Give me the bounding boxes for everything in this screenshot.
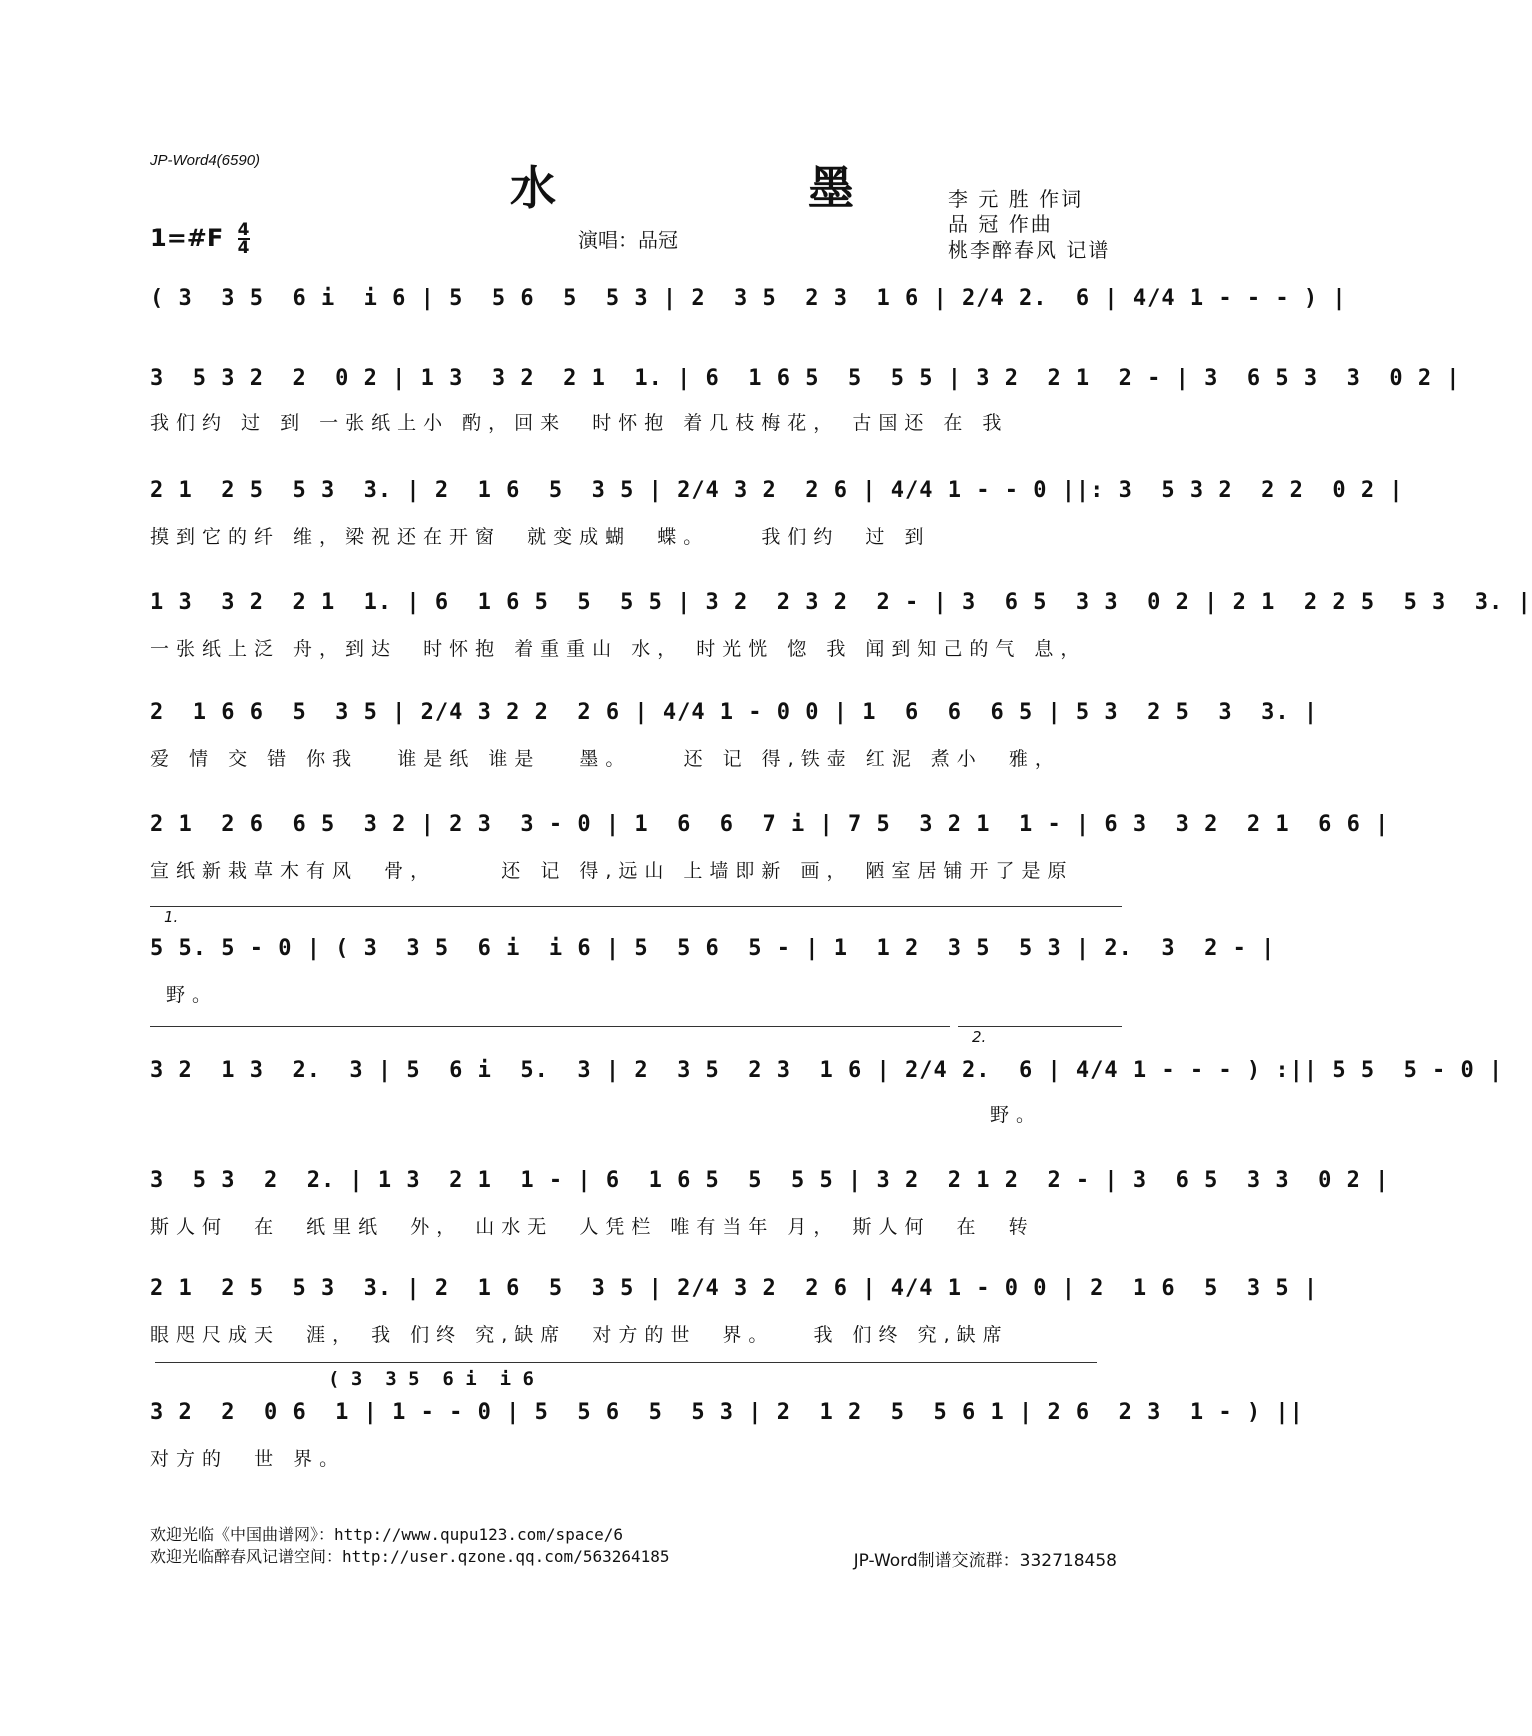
lyric-line-7: 野。 bbox=[166, 984, 219, 1006]
singer-label: 演唱：品冠 bbox=[578, 228, 678, 252]
score-line-5: 2 1 6 6 5 3 5 | 2/4 3 2 2 2 6 | 4/4 1 - 0 0 | 1 6 6 6 5 | 5 3 2 5 3 3. | bbox=[150, 700, 1319, 725]
score-line-8: 3 2 1 3 2. 3 | 5 6 i 5. 3 | 2 3 5 2 3 1 6 | 2/4 2. 6 | 4/4 1 - - - ) :|| 5 5 5 - 0 | bbox=[150, 1058, 1504, 1083]
score-line-11: 3 2 2 0 6 1 | 1 - - 0 | 5 5 6 5 5 3 | 2 1 2 5 5 6 1 | 2 6 2 3 1 - ) || bbox=[150, 1400, 1304, 1425]
lyric-line-6: 宣纸新栽草木有风 骨， 还 记 得,远山 上墙即新 画， 陋室居铺开了是原 bbox=[150, 860, 1074, 882]
footer-space-link[interactable]: 欢迎光临醉春风记谱空间：http://user.qzone.qq.com/563264185 bbox=[150, 1547, 670, 1566]
volta-bracket-1 bbox=[150, 906, 1122, 907]
score-line-10: 2 1 2 5 5 3 3. | 2 1 6 5 3 5 | 2/4 3 2 2 6 | 4/4 1 - 0 0 | 2 1 6 5 3 5 | bbox=[150, 1276, 1319, 1301]
footer-group-number: JP-Word制谱交流群：332718458 bbox=[853, 1551, 1117, 1571]
volta-2-label: 2. bbox=[972, 1028, 987, 1046]
lyric-line-10: 眼咫尺成天 涯， 我 们终 究,缺席 对方的世 界。 我 们终 究,缺席 bbox=[150, 1324, 1009, 1346]
score-line-1: ( 3 3 5 6 i i 6 | 5 5 6 5 5 3 | 2 3 5 2 3 1 6 | 2/4 2. 6 | 4/4 1 - - - ) | bbox=[150, 286, 1347, 311]
score-line-7: 5 5. 5 - 0 | ( 3 3 5 6 i i 6 | 5 5 6 5 - | 1 1 2 3 5 5 3 | 2. 3 2 - | bbox=[150, 936, 1276, 961]
footer-site-link[interactable]: 欢迎光临《中国曲谱网》：http://www.qupu123.com/space/6 bbox=[150, 1525, 623, 1544]
ending-bracket bbox=[155, 1362, 1097, 1363]
score-line-9: 3 5 3 2 2. | 1 3 2 1 1 - | 6 1 6 5 5 5 5 | 3 2 2 1 2 2 - | 3 6 5 3 3 0 2 | bbox=[150, 1168, 1390, 1193]
lyric-line-11: 对方的 世 界。 bbox=[150, 1448, 346, 1470]
key-label: 1=#F bbox=[150, 224, 224, 252]
time-signature bbox=[238, 222, 250, 256]
composer-credit: 品 冠 作曲 bbox=[948, 212, 1053, 236]
time-bottom: 4 bbox=[237, 238, 250, 258]
transcriber-credit: 桃李醉春风 记谱 bbox=[948, 238, 1111, 262]
software-label: JP-Word4(6590) bbox=[150, 152, 261, 169]
score-line-3: 2 1 2 5 5 3 3. | 2 1 6 5 3 5 | 2/4 3 2 2 6 | 4/4 1 - - 0 ||: 3 5 3 2 2 2 0 2 | bbox=[150, 478, 1404, 503]
volta-1-label: 1. bbox=[164, 908, 179, 926]
volta-bracket-1-end bbox=[150, 1026, 950, 1027]
time-top: 4 bbox=[237, 220, 250, 240]
overlay-phrase: ( 3 3 5 6 i i 6 bbox=[328, 1368, 534, 1390]
key-signature bbox=[150, 222, 250, 256]
lyricist-credit: 李 元 胜 作词 bbox=[948, 187, 1084, 211]
lyric-line-9: 斯人何 在 纸里纸 外， 山水无 人凭栏 唯有当年 月， 斯人何 在 转 bbox=[150, 1216, 1035, 1238]
score-line-4: 1 3 3 2 2 1 1. | 6 1 6 5 5 5 5 | 3 2 2 3 2 2 - | 3 6 5 3 3 0 2 | 2 1 2 2 5 5 3 3. | bbox=[150, 590, 1532, 615]
score-line-6: 2 1 2 6 6 5 3 2 | 2 3 3 - 0 | 1 6 6 7 i | 7 5 3 2 1 1 - | 6 3 3 2 2 1 6 6 | bbox=[150, 812, 1390, 837]
lyric-line-4: 一张纸上泛 舟，到达 时怀抱 着重重山 水， 时光恍 惚 我 闻到知己的气 息， bbox=[150, 638, 1087, 660]
score-line-2: 3 5 3 2 2 0 2 | 1 3 3 2 2 1 1. | 6 1 6 5 5 5 5 | 3 2 2 1 2 - | 3 6 5 3 3 0 2 | bbox=[150, 366, 1461, 391]
lyric-line-8: 野。 bbox=[990, 1104, 1043, 1126]
song-title: 水 墨 bbox=[510, 161, 973, 215]
lyric-line-2: 我们约 过 到 一张纸上小 酌，回来 时怀抱 着几枝梅花， 古国还 在 我 bbox=[150, 412, 1009, 434]
volta-bracket-2 bbox=[958, 1026, 1122, 1027]
lyric-line-5: 爱 情 交 错 你我 谁是纸 谁是 墨。 还 记 得,铁壶 红泥 煮小 雅， bbox=[150, 748, 1061, 770]
lyric-line-3: 摸到它的纤 维，梁祝还在开窗 就变成蝴 蝶。 我们约 过 到 bbox=[150, 526, 931, 548]
